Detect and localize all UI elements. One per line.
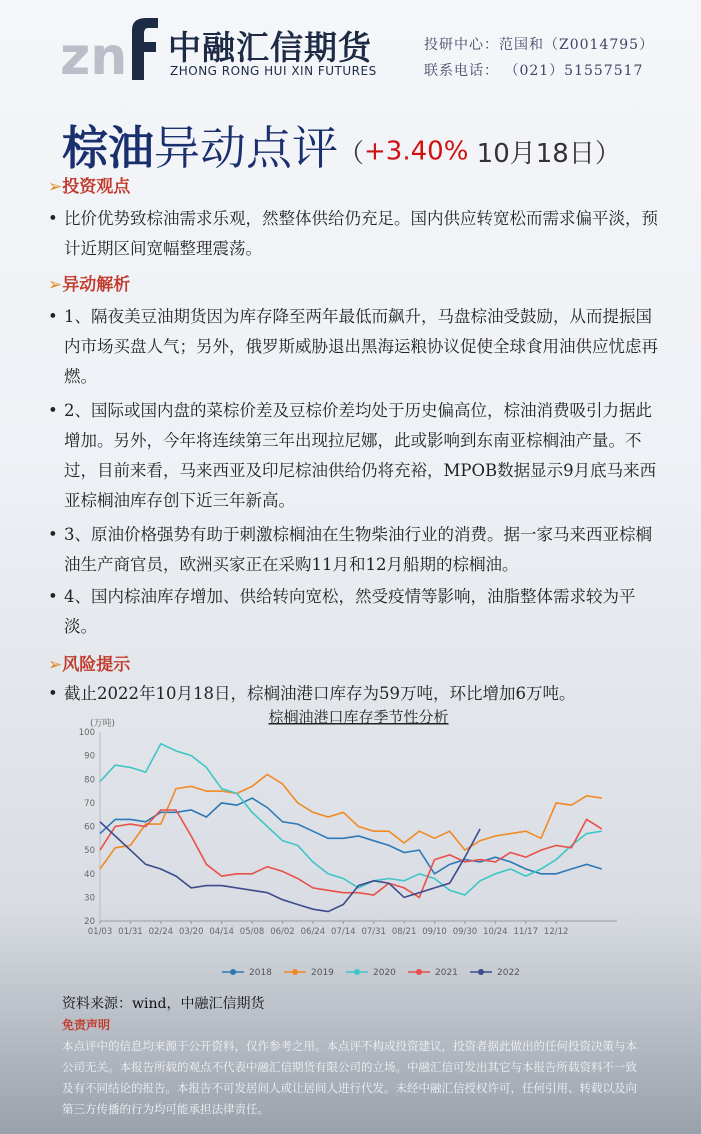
series-line-2022 <box>100 822 480 912</box>
price-change: +3.40% <box>364 136 469 167</box>
x-tick-label: 07/31 <box>361 927 386 937</box>
y-tick-label: 40 <box>84 869 95 880</box>
legend-marker-2020 <box>354 969 360 975</box>
data-source: 资料来源：wind，中融汇信期货 <box>62 996 265 1012</box>
legend-marker-2019 <box>292 969 298 975</box>
title-paren: （ <box>338 139 365 169</box>
section-arrow-icon: ➢ <box>48 177 63 197</box>
analysis-item: • 4、国内棕油库存增加、供给转向宽松，然受疫情等影响，油脂整体需求较为平淡。 <box>48 582 660 642</box>
section-risk-title: ➢风险提示 <box>48 655 131 675</box>
title-product: 棕油 <box>62 121 154 175</box>
x-tick-label: 01/31 <box>118 927 143 937</box>
y-tick-label: 70 <box>84 798 95 809</box>
title-date: 10月18日） <box>468 139 621 169</box>
analysis-item: • 3、原油价格强势有助于刺激棕榈油在生物柴油行业的消费。据一家马来西亚棕榈油生产商官员，欧洲买家正在采购11月和12月船期的棕榈油。 <box>48 520 660 580</box>
chart-title: 棕榈油港口库存季节性分析 <box>268 708 449 726</box>
y-tick-label: 90 <box>84 751 95 762</box>
y-tick-label: 50 <box>84 846 95 857</box>
y-tick-label: 60 <box>84 822 95 833</box>
legend-label-2018: 2018 <box>249 968 272 978</box>
bullet-icon: • <box>48 587 58 606</box>
disclaimer-title: 免责声明 <box>62 1018 111 1032</box>
analysis-item: • 1、隔夜美豆油期货因为库存降至两年最低而飙升，马盘棕油受鼓励，从而提振国内市场买盘人气；另外，俄罗斯威胁退出黑海运粮协议促使全球食用油供应忧虑再燃。 <box>48 302 660 392</box>
bullet-icon: • <box>48 209 58 228</box>
bullet-icon: • <box>48 525 58 544</box>
x-tick-label: 09/10 <box>422 927 447 937</box>
legend-label-2020: 2020 <box>373 968 396 978</box>
title-topic: 异动点评 <box>154 121 338 175</box>
series-line-2021 <box>100 810 602 897</box>
x-tick-label: 04/14 <box>209 927 234 937</box>
series-line-2019 <box>100 775 602 870</box>
view-paragraph: • 比价优势致棕油需求乐观，然整体供给仍充足。国内供应转宽松而需求偏平淡，预计近期区间宽幅整理震荡。 <box>48 204 660 264</box>
disclaimer-text: 本点评中的信息均来源于公开资料，仅作参考之用。本点评不构成投资建议，投资者据此做出的任何投资决策与本公司无关。本报告所载的观点不代表中融汇信期货有限公司的立场。中融汇信可发出其它与本报告所载资料不一致及有不同结论的报告。本报告不可发居间人或让居间人进行代发。未经中融汇信授权许可，任何引用、转载以及向第三方传播的行为均可能承担法律责任。 <box>62 1039 637 1116</box>
page-title <box>62 112 621 178</box>
contact-phone: 联系电话： （021）51557517 <box>424 63 644 79</box>
company-logo <box>60 14 160 80</box>
x-tick-label: 03/20 <box>178 927 204 937</box>
risk-paragraph: • 截止2022年10月18日，棕榈油港口库存为59万吨，环比增加6万吨。 <box>48 679 660 709</box>
y-tick-label: 80 <box>84 775 95 786</box>
legend-label-2022: 2022 <box>497 968 520 978</box>
bullet-icon: • <box>48 401 58 420</box>
svg-text:zn: zn <box>60 27 128 80</box>
x-tick-label: 02/24 <box>148 927 174 937</box>
legend-marker-2022 <box>478 969 484 975</box>
bullet-icon: • <box>48 684 58 703</box>
x-tick-label: 05/08 <box>239 927 265 937</box>
inventory-seasonal-chart <box>62 708 632 988</box>
x-tick-label: 01/03 <box>87 927 113 937</box>
analysis-item: • 2、国际或国内盘的菜棕价差及豆棕价差均处于历史偏高位，棕油消费吸引力据此增加。另外，今年将连续第三年出现拉尼娜，此或影响到东南亚棕榈油产量。不过，目前来看，马来西亚及印尼棕油供给仍将充裕，MPOB数据显示9月底马来西亚棕榈油库存创下近三年新高。 <box>48 396 660 516</box>
x-tick-label: 06/24 <box>300 927 326 937</box>
bullet-icon: • <box>48 307 58 326</box>
legend-label-2021: 2021 <box>435 968 458 978</box>
legend-marker-2018 <box>230 969 236 975</box>
x-tick-label: 06/02 <box>270 927 295 937</box>
legend-marker-2021 <box>416 969 422 975</box>
y-axis-unit: (万吨) <box>90 719 116 729</box>
section-arrow-icon: ➢ <box>48 275 63 295</box>
x-tick-label: 10/24 <box>483 927 508 937</box>
header <box>0 0 701 100</box>
y-tick-label: 30 <box>84 893 95 904</box>
section-analysis-title: ➢异动解析 <box>48 275 131 295</box>
logo-english-name: ZHONG RONG HUI XIN FUTURES <box>170 64 377 78</box>
section-arrow-icon: ➢ <box>48 655 63 675</box>
y-tick-label: 20 <box>84 917 95 927</box>
legend-label-2019: 2019 <box>311 968 334 978</box>
x-tick-label: 11/17 <box>513 927 539 937</box>
x-tick-label: 09/30 <box>452 927 478 937</box>
y-tick-label: 100 <box>78 728 95 738</box>
section-view-title: ➢投资观点 <box>48 177 131 197</box>
x-tick-label: 08/21 <box>391 927 417 937</box>
x-tick-label: 12/12 <box>543 927 569 937</box>
contact-analyst: 投研中心：范国和（Z0014795） <box>424 37 655 53</box>
logo-chinese-name: 中融汇信期货 <box>168 28 372 67</box>
x-tick-label: 07/14 <box>331 927 356 937</box>
